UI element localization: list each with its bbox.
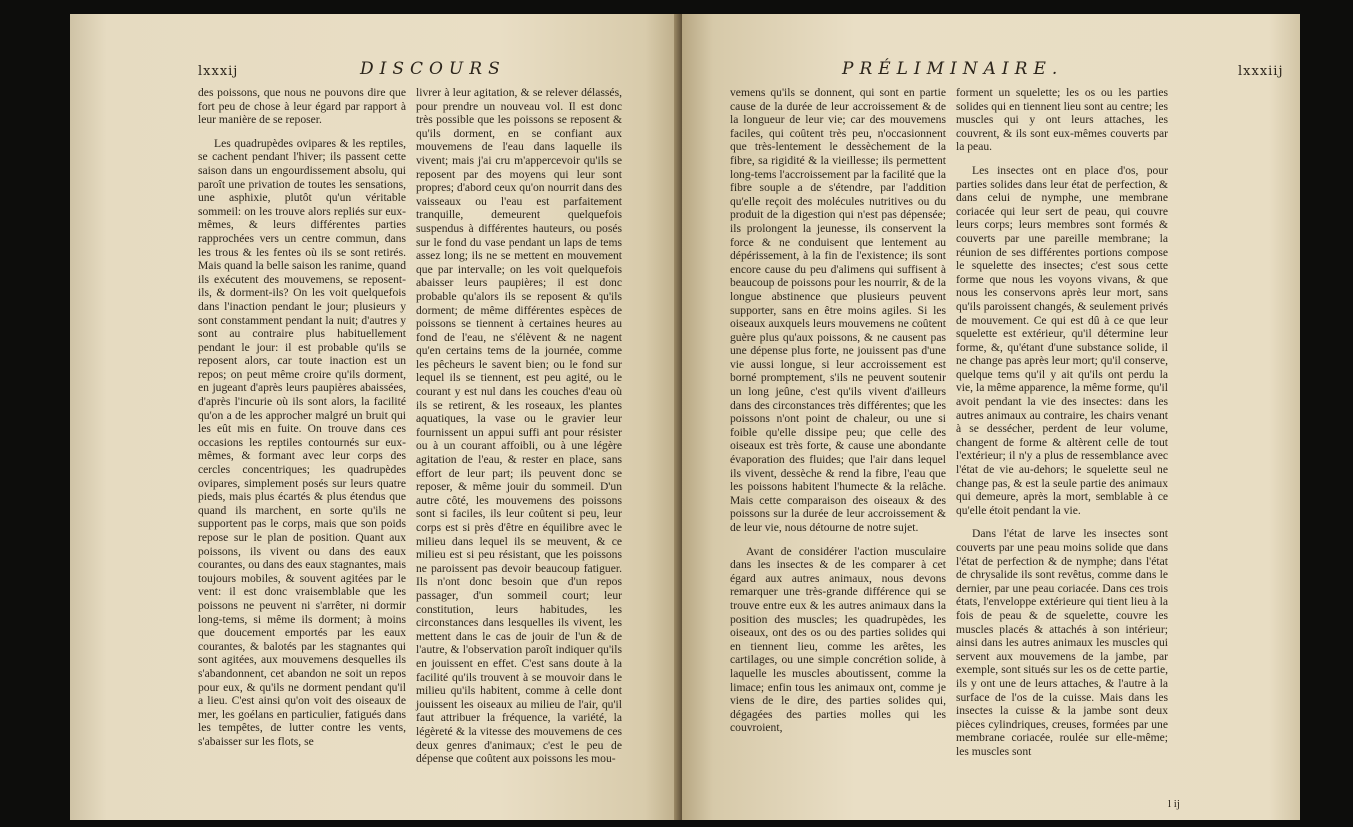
book-spread [70,14,1300,820]
left-page [70,14,682,820]
right-column-2 [956,86,1168,759]
paragraph: Les insectes ont en place d'os, pour parties solides dans leur état de perfection, & dans celui de nymphe, une membrane coriacée qui leur sert de peau, qui couvre leurs corps; leurs membres sont formés & couverts par une pareille membrane; la réunion de ses différentes portions compose le squelette des insectes; c'est sous cette forme que nous les voyons vivans, & que nous les conservons après leur mort, sans qu'ils paroissent changés, & seulement privés de mouvement. Ce qui est dû à ce que leur squelette est extérieur, qu'il détermine leur forme, &, qu'étant d'une substance solide, il ne change pas après leur mort; qu'il conserve, quelque tems qu'il y ait qu'ils ont perdu la vie, la même apparence, la même forme, qu'il avoit pendant la vie des insectes: dans les autres animaux au contraire, les chairs venant à se dessécher, perdent de leur volume, changent de forme & altèrent celle de tout l'extérieur; il n'y a plus de ressemblance avec l'état de vie au-dehors; le squelette seul ne change pas, & est la seule partie des animaux qui demeure, après la mort, semblable à ce qu'elle étoit pendant la vie. [956,163,1168,517]
running-head-right: PRÉLIMINAIRE. [842,59,1064,79]
paragraph: des poissons, que nous ne pouvons dire que fort peu de chose à leur égard par rapport à leur manière de se reposer. [198,86,406,127]
signature-mark: l ij [1168,798,1180,810]
left-column-2 [416,86,622,766]
page-number-right: lxxxiij [1238,64,1284,79]
paragraph: livrer à leur agitation, & se relever délassés, pour prendre un nouveau vol. Il est donc très possible que les poissons se reposent & qu'ils dorment, en se confiant aux mouvemens de l'eau dans laquelle ils vivent; mais j'ai cru m'appercevoir qu'ils se reposent par des moyens qui leur sont propres; d'abord ceux qu'on nourrit dans des vaisseaux ou l'eau est parfaitement tranquille, demeurent quelquefois suspendus à différentes hauteurs, ou posés sur le fond du vase pendant un laps de tems assez long; ils ne se mettent en mouvement que par intervalle; on les voit quelquefois abaisser leurs paupières; il est donc probable qu'alors ils se reposent & qu'ils dorment; de même différentes espèces de poissons se tiennent à certaines heures au fond de l'eau, ne s'élèvent & ne nagent qu'en certains tems de la journée, comme les pêcheurs le savent bien; ou le fond sur lequel ils se tiennent, est peu agité, ou le courant y est nul dans les couches d'eau où ils se retirent, & les roseaux, les plantes aquatiques, la vase ou le gravier leur fournissent un appui suffi ant pour résister ou à un courant affoibli, ou à une légère agitation de l'eau, & rester en place, sans effort de leur part; ils peuvent donc se reposer, & même jouir du sommeil. D'un autre côté, les mouvemens des poissons sont si faciles, ils leur coûtent si peu, leur corps est si près d'être en équilibre avec le milieu dans lequel ils se meuvent, & ce milieu est si peu résistant, que les poissons ne paroissent pas devoir beaucoup fatiguer. Ils n'ont donc besoin que d'un repos passager, d'un sommeil court; leur constitution, leurs habitudes, les circonstances dans lesquelles ils vivent, les mettent dans le cas de jouir de l'un & de l'autre, & l'observation paroît indiquer qu'ils en jouissent en effet. C'est sans doute à la facilité qu'ils trouvent à se mouvoir dans le milieu qu'ils habitent, comme à celle dont jouissent les oiseaux au milieu de l'air, qu'il faut attribuer la fréquence, la variété, la légèreté & la vitesse des mouvemens de ces deux genres d'animaux; c'est le peu de dépense que coûtent aux poissons les mou- [416,86,622,766]
left-column-1 [198,86,406,749]
page-number-left: lxxxij [198,64,239,79]
paragraph: vemens qu'ils se donnent, qui sont en partie cause de la durée de leur accroissement & de la longueur de leur vie; car des mouvemens faciles, qui coûtent très peu, n'occasionnent que très-lentement le dessèchement de la fibre, sa rigidité & la vieillesse; ils permettent long-tems l'accroissement par la facilité que la fibre souple a de s'étendre, par l'addition qu'elle reçoit des molécules nutritives ou du produit de la digestion qui n'est pas dépensée; ils prolongent la jeunesse, ils conservent la force & ne conduisent que lentement au dépérissement, à la fin de l'existence; ils sont encore cause du peu d'alimens qui suffisent à beaucoup de poissons pour les nourrir, & de la longue abstinence que plusieurs peuvent supporter, sans en être moins agiles. Si les oiseaux auxquels leurs mouvemens ne coûtent guère plus qu'aux poissons, & ne causent pas une dépense plus forte, ne jouissent pas d'une vie aussi longue, si leur accroissement est borné promptement, s'ils ne peuvent soutenir un long jeûne, c'est qu'ils vivent d'ailleurs dans des circonstances très différentes; que les poissons n'ont point de chaleur, ou une si foible qu'elle dissipe peu; que celle des oiseaux est très forte, & cause une abondante évaporation des fluides; que l'air dans lequel ils vivent, dessèche & rend la fibre, l'eau que les poissons habitent l'humecte & la relâche. Mais cette comparaison des oiseaux & des poissons sur la durée de leur accroissement & de leur vie, nous détourne de notre sujet. [730,86,946,534]
paragraph: Les quadrupèdes ovipares & les reptiles, se cachent pendant l'hiver; ils passent cette saison dans un engourdissement absolu, qui paroît une privation de toutes les sensations, une asphixie, plutôt qu'un véritable sommeil: on les trouve alors repliés sur eux-mêmes, & leurs différentes parties rapprochées vers un centre commun, dans les trous & les fentes où ils se sont retirés. Mais quand la belle saison les ranime, quand ils exécutent des mouvemens, se reposent-ils, & dorment-ils? On les voit quelquefois dans l'inaction pendant le jour; plusieurs y sont constamment pendant la nuit; d'autres y sont au contraire plus habituellement pendant le jour: il est probable qu'ils se reposent alors, car toute inaction est un repos; on peut même croire qu'ils dorment, en jugeant d'après leurs paupières abaissées, d'après l'incurie où ils sont alors, la facilité qu'on a de les approcher malgré un bruit qui les eût mis en fuite. On trouve dans ces occasions les reptiles contournés sur eux-mêmes, & formant avec leur corps des cercles concentriques; les quadrupèdes ovipares, simplement posés sur leurs quatre pieds, mais plus écartés & plus étendus que quand ils marchent, en sorte qu'ils ne supportent pas le corps, mais que son poids repose sur le plan de position. Quant aux poissons, ils vivent ou dans des eaux courantes, ou dans des eaux stagnantes, mais toujours mobiles, & souvent agitées par le vent: il est donc vraisemblable que les poissons ne peuvent ni s'arrêter, ni dormir long-tems, si même ils dorment; à moins que doucement emportés par les eaux courantes, & balotés par les stagnantes qui sont agitées, aux mouvemens desquelles ils s'abandonnent, cet abandon ne soit un repos pour eux, & qu'ils ne dorment pendant qu'il a lieu. C'est ainsi qu'on voit des oiseaux de mer, les goélans en particulier, fatigués dans les tempêtes, de lutter contre les vents, s'abaisser sur les flots, se [198,136,406,748]
paragraph: forment un squelette; les os ou les parties solides qui en tiennent lieu sont au centre; les muscles qui y ont leurs attaches, les couvrent, & ils sont eux-mêmes couverts par la peau. [956,86,1168,154]
paragraph: Dans l'état de larve les insectes sont couverts par une peau moins solide que dans l'état de perfection & de nymphe; dans l'état de chrysalide ils sont revêtus, comme dans le dernier, par une peau coriacée. Dans ces trois états, l'enveloppe extérieure qui tient lieu à la fois de peau & de squelette, couvre les muscles placés & attachés à son intérieur; ainsi dans les autres animaux les muscles qui servent aux mouvemens de la jambe, par exemple, sont situés sur les os de cette partie, ils y ont une de leurs attaches, & l'autre à la surface de l'os de la cuisse. Mais dans les insectes la cuisse & la jambe sont deux pièces cylindriques, creuses, formées par une membrane coriacée, roulée sur elle-même; les muscles sont [956,527,1168,758]
paragraph: Avant de considérer l'action musculaire dans les insectes & de les comparer à cet égard aux autres animaux, nous devons remarquer une très-grande différence qui se trouve entre eux & les autres animaux dans la position des muscles; les quadrupèdes, les oiseaux, ont des os ou des parties solides qui en tiennent lieu, comme les arêtes, les cartilages, ou une simple concrétion solide, à laquelle les muscles aboutissent, comme la limace; enfin tous les animaux ont, comme je viens de le dire, des parties solides qui, dégagées des parties molles qui les couvroient, [730,544,946,735]
right-page [682,14,1300,820]
right-column-1 [730,86,946,735]
running-head-left: DISCOURS [360,59,506,79]
